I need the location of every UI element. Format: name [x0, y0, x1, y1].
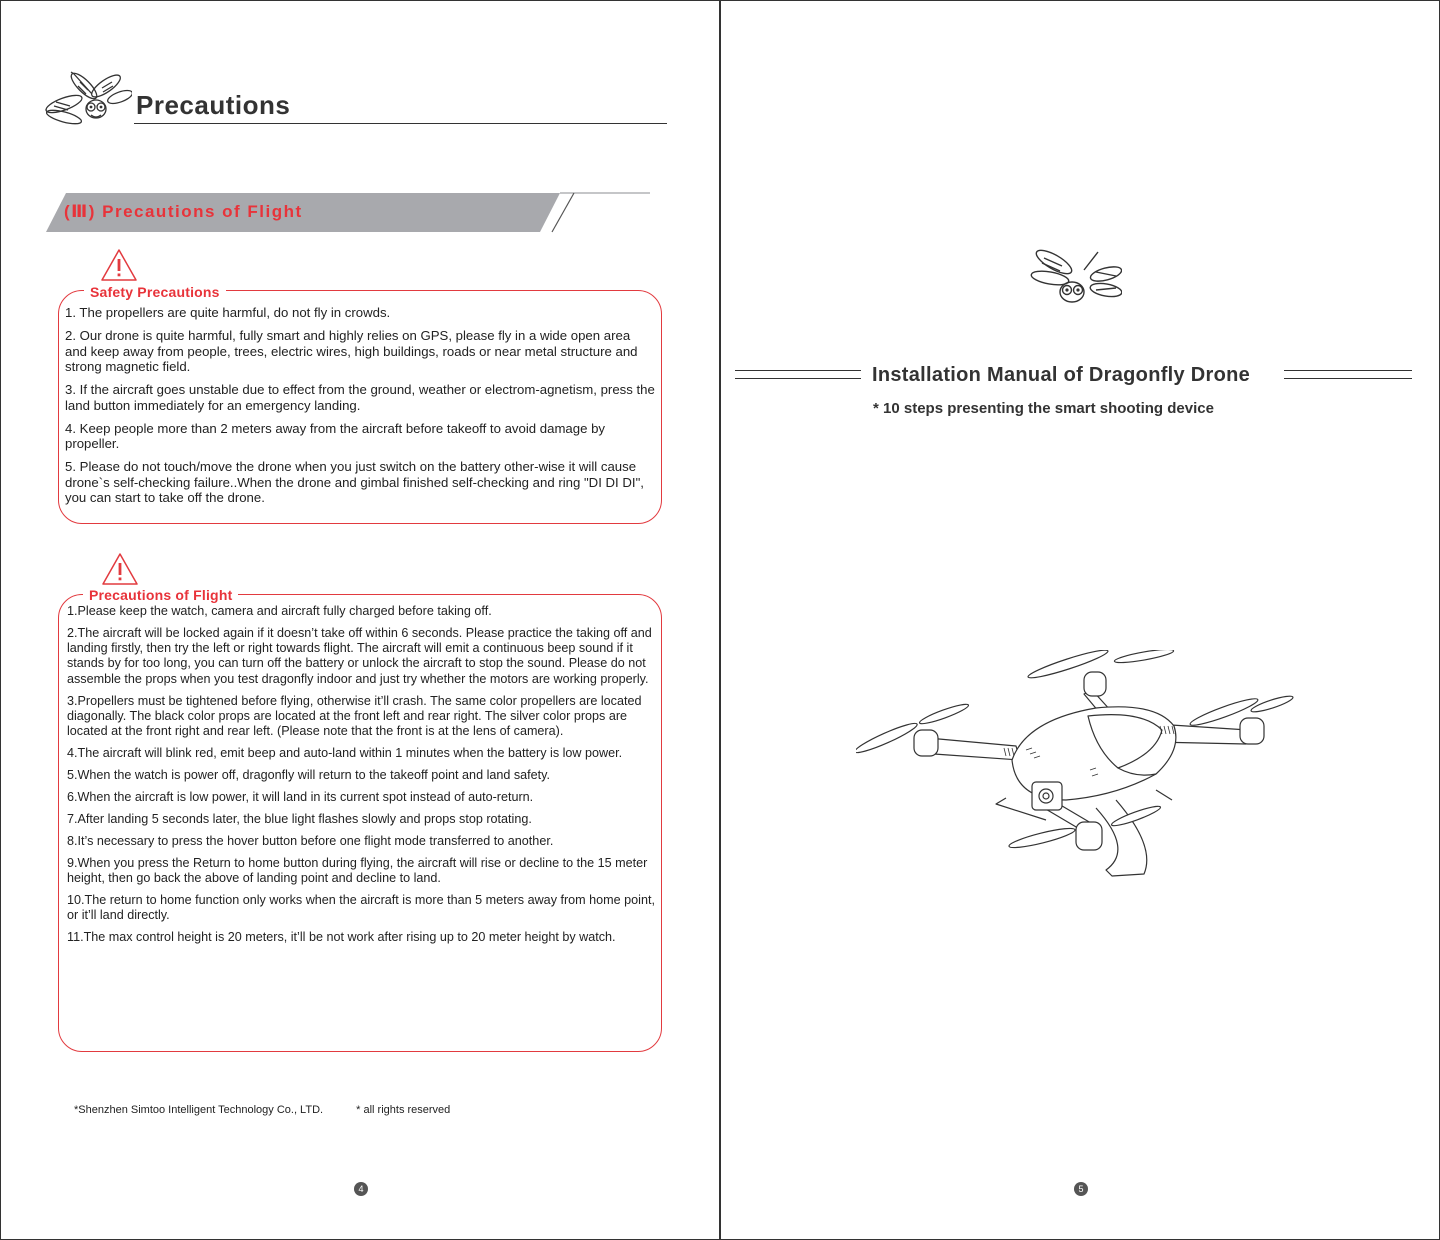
list-item: 3.Propellers must be tightened before flying, otherwise it’ll crash. The same color propellers are located diagonally. The black color props are located at the front left and rear right. The silver color props are located at the front right and rear left. (Please note that the front is at the lens of camera).	[67, 693, 642, 739]
title-underline	[134, 123, 667, 124]
warning-triangle-icon	[101, 552, 139, 586]
list-item: 2.The aircraft will be locked again if it doesn’t take off within 6 seconds. Please practice the taking off and landing firstly, then try the left or right towards flight. The aircraft will emit a continuous beep sound if it stands by for too long, you can turn off the battery or unlock the aircraft to stop the sound. Please do not assemble the props when you test dragonfly indoor and just try whether the motors are working properly.	[67, 625, 652, 686]
list-item: 7.After landing 5 seconds later, the blue light flashes slowly and props stop rotating.	[67, 811, 532, 826]
list-item: 3. If the aircraft goes unstable due to effect from the ground, weather or electrom-agnetism, press the land button immediately for an emergency landing.	[65, 382, 655, 413]
flight-precautions-label: Precautions of Flight	[83, 587, 238, 603]
page-number-right: 5	[1074, 1182, 1088, 1196]
list-item: 4.The aircraft will blink red, emit beep and auto-land within 1 minutes when the battery is low power.	[67, 746, 623, 761]
list-item: 6.When the aircraft is low power, it will land in its current spot instead of auto-return.	[67, 789, 534, 804]
page-fold-divider	[719, 0, 721, 1240]
list-item: 5.When the watch is power off, dragonfly will return to the takeoff point and land safety.	[67, 768, 551, 783]
manual-title: Installation Manual of Dragonfly Drone	[872, 364, 1251, 386]
list-item: 5. Please do not touch/move the drone when you just switch on the battery other-wise it will cause drone`s self-checking failure..When the drone and gimbal finished self-checking and ring "DI DI DI", you can start to take off the drone.	[65, 459, 644, 505]
list-item: 4. Keep people more than 2 meters away from the aircraft before takeoff to avoid damage by propeller.	[65, 420, 606, 451]
manual-subtitle: * 10 steps presenting the smart shooting device	[873, 400, 1214, 417]
page-number-left: 4	[354, 1182, 368, 1196]
dragonfly-logo-icon	[1026, 244, 1122, 310]
warning-triangle-icon	[100, 248, 138, 282]
dragonfly-logo-icon	[40, 64, 132, 134]
list-item: 11.The max control height is 20 meters, it’ll be not work after rising up to 20 meter height by watch.	[67, 929, 616, 944]
list-item: 1. The propellers are quite harmful, do not fly in crowds.	[65, 305, 391, 320]
safety-precautions-list	[65, 305, 655, 513]
rights-notice: * all rights reserved	[356, 1104, 451, 1116]
list-item: 10.The return to home function only works when the aircraft is more than 5 meters away from home point, or it’ll land directly.	[67, 892, 655, 923]
list-item: 9.When you press the Return to home button during flying, the aircraft will rise or decline to the 15 meter height, then go back the above of landing point and decline to land.	[67, 855, 648, 885]
safety-precautions-label: Safety Precautions	[84, 284, 226, 300]
title-rule-left	[735, 370, 861, 379]
title-rule-right	[1284, 370, 1412, 379]
drone-illustration	[856, 650, 1296, 880]
page-title: Precautions	[136, 90, 291, 120]
section-heading: (Ⅲ) Precautions of Flight	[64, 202, 303, 221]
flight-precautions-list	[67, 604, 659, 952]
list-item: 1.Please keep the watch, camera and aircraft fully charged before taking off.	[67, 604, 492, 618]
list-item: 8.It’s necessary to press the hover button before one flight mode transferred to another.	[67, 833, 554, 848]
company-name: *Shenzhen Simtoo Intelligent Technology Co., LTD.	[74, 1104, 324, 1116]
list-item: 2. Our drone is quite harmful, fully smart and highly relies on GPS, please fly in a wide open area and keep away from people, trees, electric wires, high buildings, roads or near metal structure and strong magnetic field.	[65, 328, 638, 374]
footer-note	[74, 1104, 480, 1116]
